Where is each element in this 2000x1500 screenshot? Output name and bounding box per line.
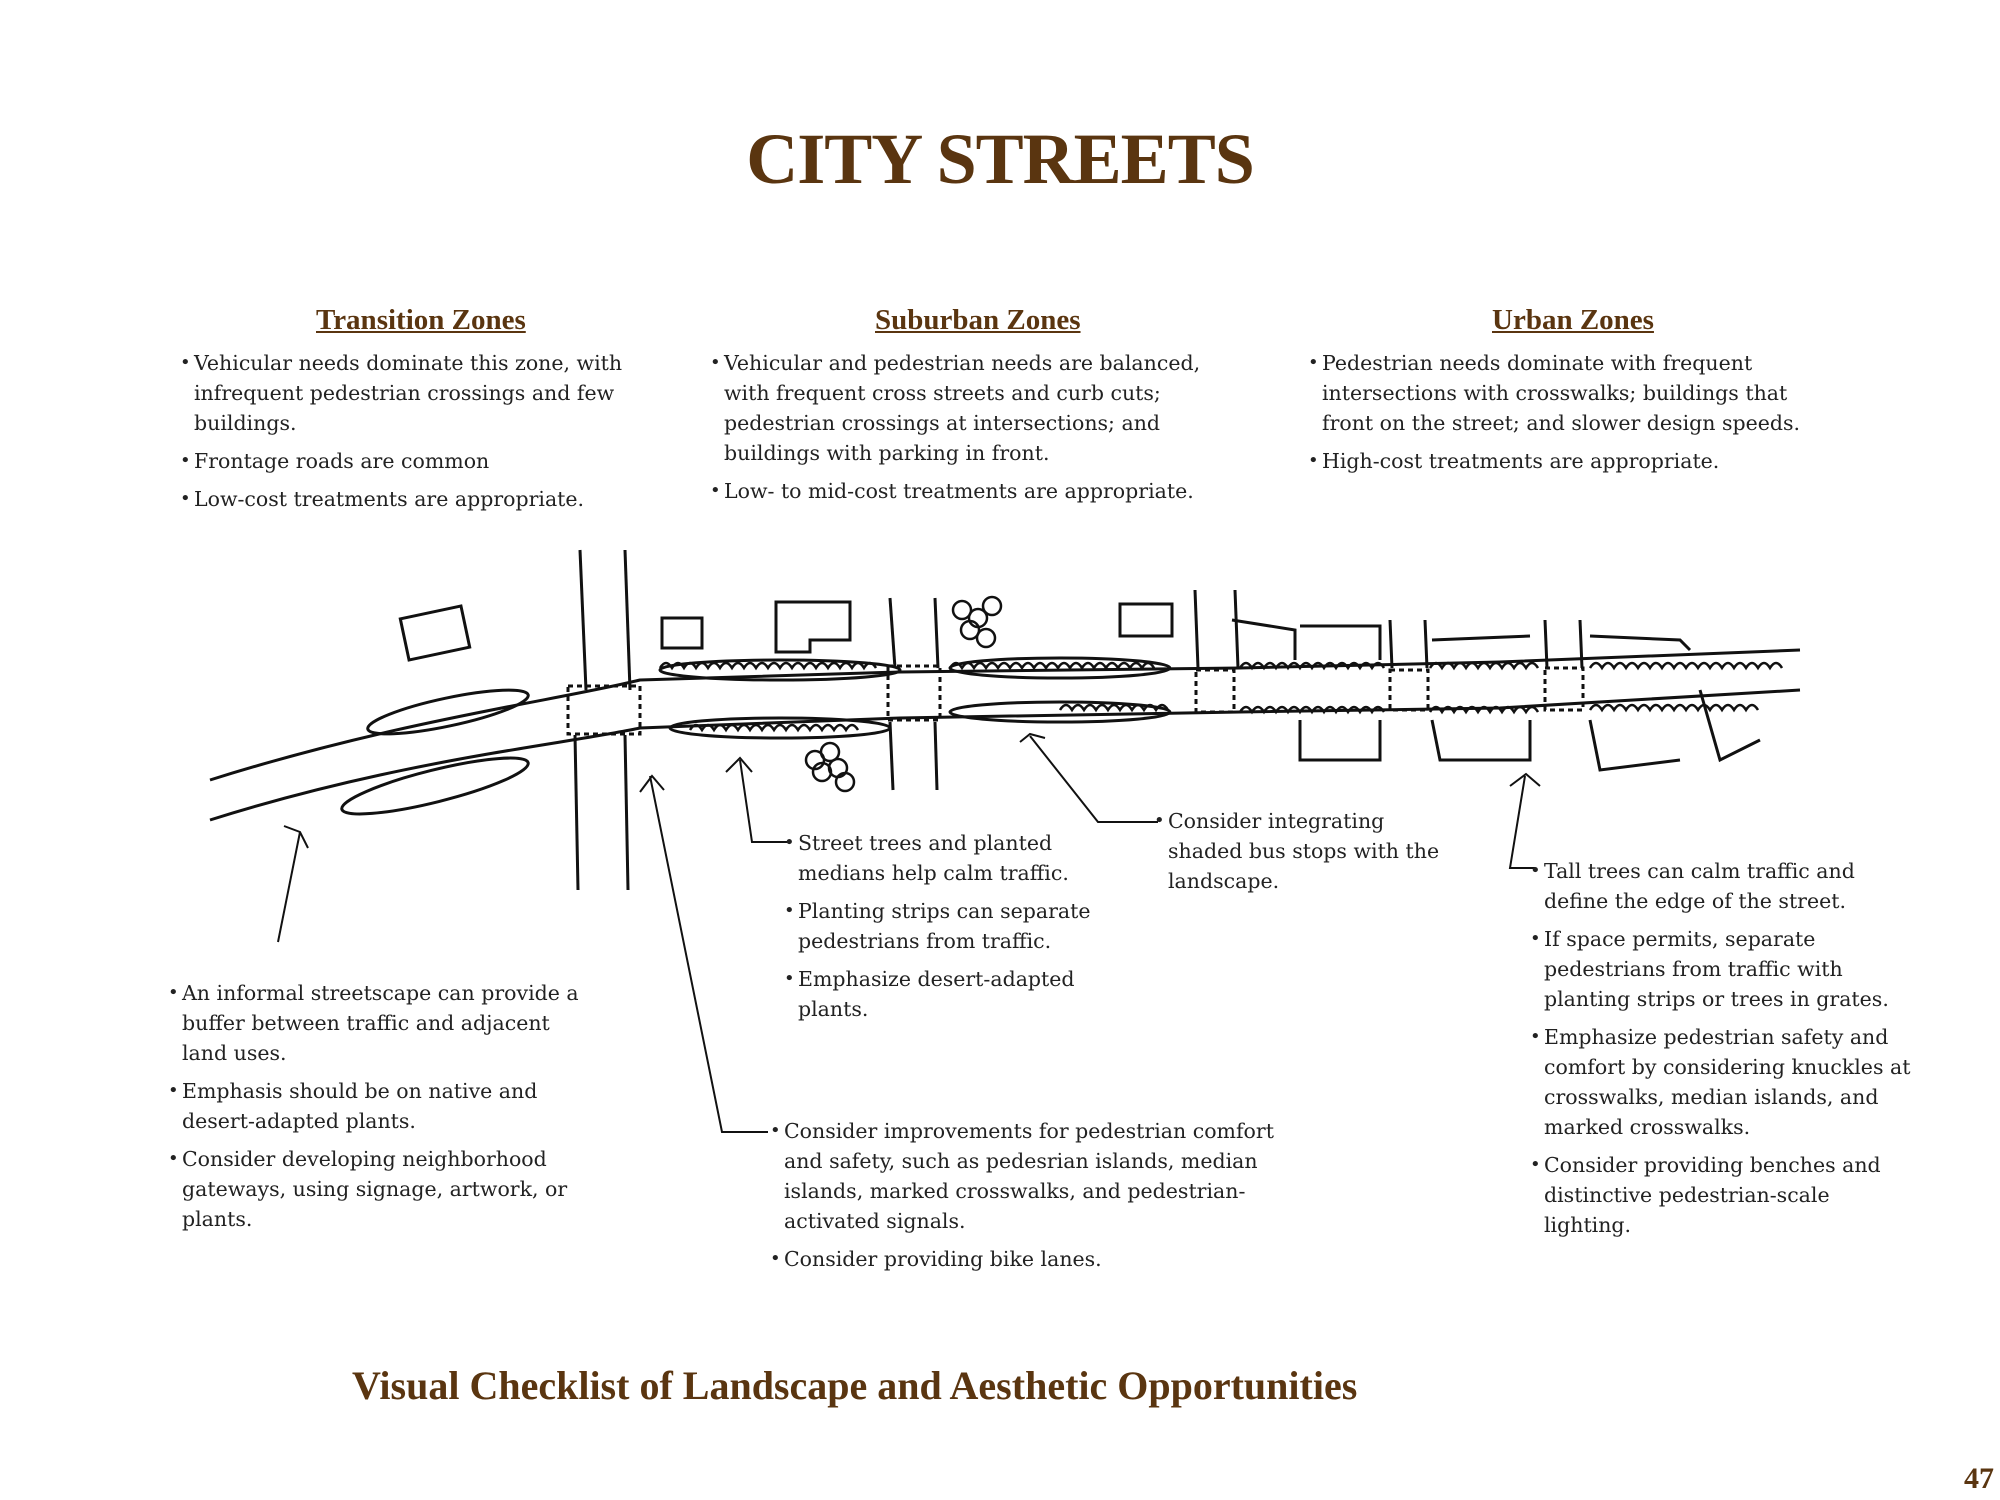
page-title: CITY STREETS: [746, 119, 1254, 199]
list-item: • Frontage roads are common: [180, 446, 670, 476]
transition-zones-heading: Transition Zones: [316, 304, 526, 336]
list-item: • Street trees and planted medians help calm traffic.: [784, 828, 1114, 888]
list-item: • Emphasize pedestrian safety and comfort by considering knuckles at crosswalks, median islands, and marked crosswalks.: [1530, 1022, 1920, 1142]
page-number: 47: [1964, 1462, 1994, 1495]
list-item: • Consider developing neighborhood gateways, using signage, artwork, or plants.: [168, 1144, 588, 1234]
list-item: • Vehicular needs dominate this zone, with infrequent pedestrian crossings and few buildings.: [180, 348, 670, 438]
list-item: • Emphasis should be on native and desert-adapted plants.: [168, 1076, 588, 1136]
list-item: • Planting strips can separate pedestrians from traffic.: [784, 896, 1114, 956]
list-item: • Low- to mid-cost treatments are appropriate.: [710, 476, 1230, 506]
footer-caption: Visual Checklist of Landscape and Aesthetic Opportunities: [352, 1363, 1358, 1408]
street-trees-callout: [784, 828, 1114, 1032]
list-item: • If space permits, separate pedestrians from traffic with planting strips or trees in grates.: [1530, 924, 1920, 1014]
list-item: • Consider integrating shaded bus stops with the landscape.: [1154, 806, 1454, 896]
leader-informal-streetscape: [278, 832, 300, 942]
list-item: • An informal streetscape can provide a buffer between traffic and adjacent land uses.: [168, 978, 588, 1068]
leader-bus-stops: [1030, 736, 1158, 822]
pedestrian-improvements-callout: [770, 1116, 1300, 1282]
list-item: • Consider providing benches and distinctive pedestrian-scale lighting.: [1530, 1150, 1920, 1240]
list-item: • Low-cost treatments are appropriate.: [180, 484, 670, 514]
list-item: • Tall trees can calm traffic and define the edge of the street.: [1530, 856, 1920, 916]
list-item: • Consider providing bike lanes.: [770, 1244, 1300, 1274]
bus-stops-callout: [1154, 806, 1454, 904]
list-item: • Vehicular and pedestrian needs are balanced, with frequent cross streets and curb cuts; pedestrian crossings at intersections; and buildings with parking in front.: [710, 348, 1230, 468]
tall-trees-callout: [1530, 856, 1920, 1248]
list-item: • Consider improvements for pedestrian comfort and safety, such as pedesrian islands, median islands, marked crosswalks, and pedestrian-activated signals.: [770, 1116, 1300, 1236]
suburban-zones-heading: Suburban Zones: [875, 304, 1081, 336]
list-item: • High-cost treatments are appropriate.: [1308, 446, 1808, 476]
leader-street-trees: [740, 760, 788, 842]
list-item: • Pedestrian needs dominate with frequent intersections with crosswalks; buildings that front on the street; and slower design speeds.: [1308, 348, 1808, 438]
leader-tall-trees: [1510, 776, 1535, 868]
urban-zones-heading: Urban Zones: [1492, 304, 1654, 336]
informal-streetscape-callout: [168, 978, 588, 1242]
list-item: • Emphasize desert-adapted plants.: [784, 964, 1114, 1024]
